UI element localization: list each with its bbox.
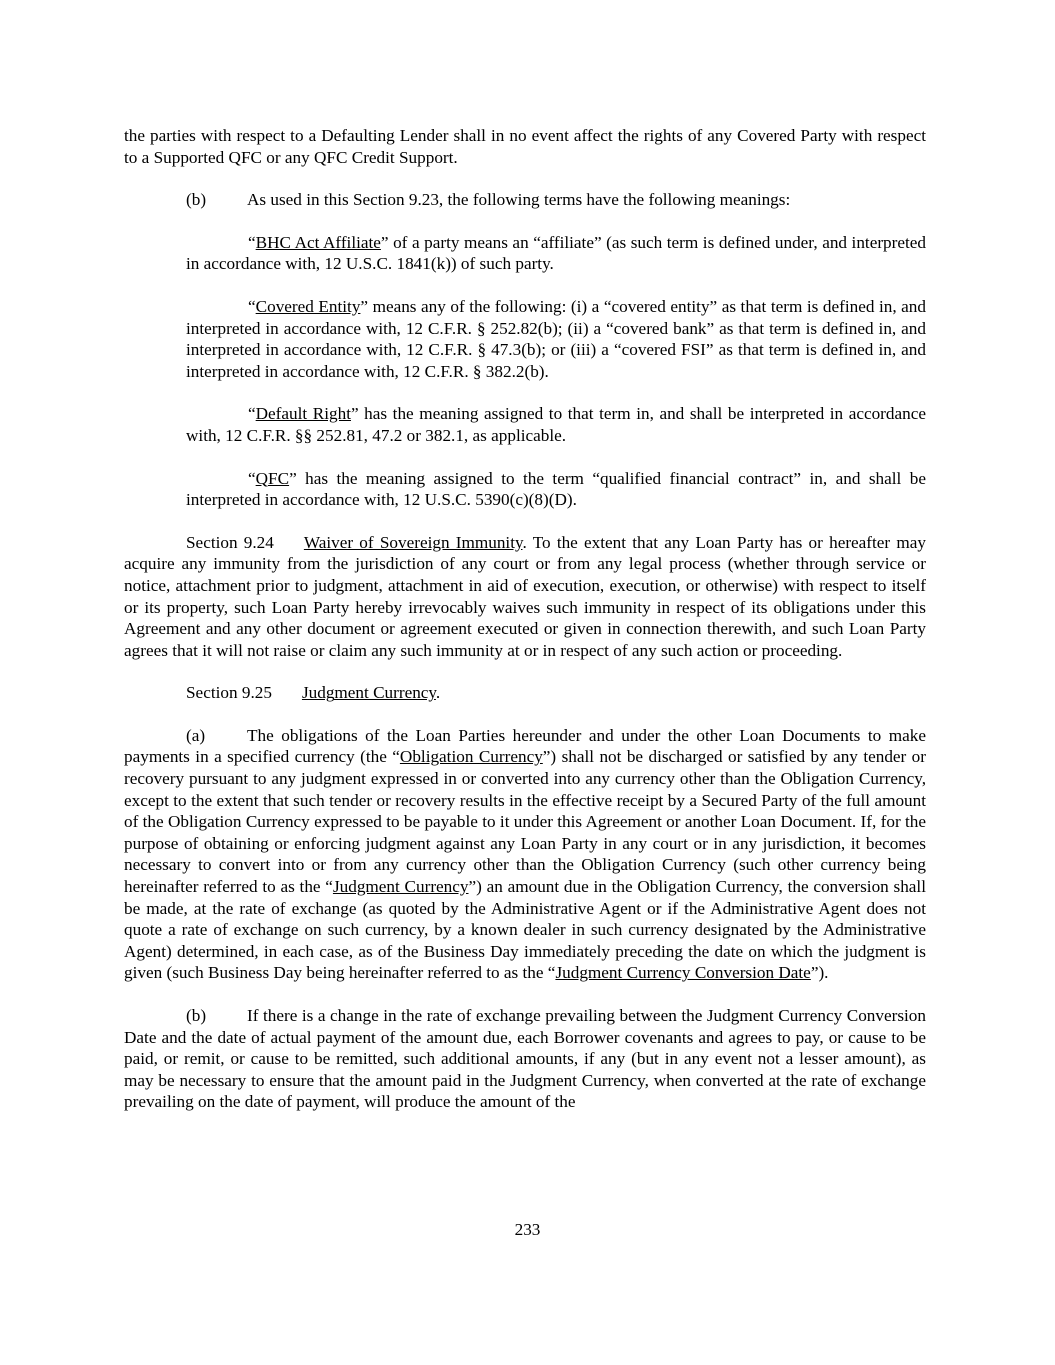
defined-term: Judgment Currency — [332, 877, 469, 897]
paragraph-label: (b) — [186, 190, 207, 210]
document-page — [124, 125, 926, 1113]
defined-term: Obligation Currency — [399, 747, 543, 767]
section-number: Section 9.25 — [186, 683, 272, 703]
paragraph-9-25-a — [124, 725, 926, 984]
paragraph-text: ”) an amount due in the Obligation Currency, the conversion shall be made, at the rate of exchange (as quoted by the Administrative Agent or if the Administrative Agent does not quote a rate of exchange on such currency, by a known dealer in such currency designated by the Administrative Agent) determined, in each case, as of the Business Day immediately preceding the date on which the judgment is given (such Business Day being hereinafter referred to as the “ — [124, 877, 926, 983]
page-number: 233 — [514, 1220, 541, 1239]
heading-spacer — [274, 532, 304, 554]
defined-term: Judgment Currency Conversion Date — [555, 963, 811, 983]
paragraph-label: (a) — [186, 725, 206, 745]
open-quote: “ — [248, 468, 256, 488]
section-9-24 — [124, 532, 926, 662]
paragraph-text: As used in this Section 9.23, the following terms have the following meanings: — [247, 190, 791, 210]
open-quote: “ — [248, 296, 256, 316]
defined-term: Default Right — [255, 404, 351, 424]
section-title: Judgment Currency — [301, 683, 436, 703]
definition-covered-entity — [186, 296, 926, 382]
paragraph-text: If there is a change in the rate of exchange prevailing between the Judgment Currency Conversion Date and the date of actual payment of the amount due, each Borrower covenants and agrees to pay, or cause to be paid, or remit, or cause to be remitted, such additional amounts, if any (but in any event not a lesser amount), as may be necessary to ensure that the amount paid in the Judgment Currency, when converted at the rate of exchange prevailing on the date of payment, will produce the amount of the — [124, 1006, 926, 1112]
definition-text: ” of a party means an “affiliate” (as such term is defined under, and interpreted in accordance with, 12 U.S.C. 1841(k)) of such party. — [186, 232, 926, 274]
definition-text: ” means any of the following: (i) a “covered entity” as that term is defined in, and interpreted in accordance with, 12 C.F.R. § 252.82(b); (ii) a “covered bank” as that term is defined in, and interpreted in accordance with, 12 C.F.R. § 47.3(b); or (iii) a “covered FSI” as that term is defined in, and interpreted in accordance with, 12 C.F.R. § 382.2(b). — [186, 296, 926, 381]
definition-text: ” has the meaning assigned to that term in, and shall be interpreted in accordance with, 12 C.F.R. §§ 252.81, 47.2 or 382.1, as applicable. — [186, 404, 926, 445]
definition-bhc-act-affiliate — [186, 232, 926, 275]
definition-text: ” has the meaning assigned to the term “qualified financial contract” in, and shall be interpreted in accordance with, 12 U.S.C. 5390(c)(8)(D). — [186, 468, 926, 510]
paragraph-text: ”). — [810, 963, 829, 983]
section-text: . To the extent that any Loan Party has or hereafter may acquire any immunity from the jurisdiction of any court or from any legal process (whether through service or notice, attachment prior to judgment, attachment in aid of execution, execution, or otherwise) with respect to itself or its property, such Loan Party hereby irrevocably waives such immunity in respect of its obligations under this Agreement and any other document or agreement executed or given in connection therewith, and such Loan Party agrees that it will not raise or claim any such immunity at or in respect of any such action or proceeding. — [124, 532, 926, 660]
defined-term: BHC Act Affiliate — [255, 232, 381, 252]
open-quote: “ — [248, 404, 256, 424]
open-quote: “ — [248, 232, 256, 252]
definition-default-right — [186, 403, 926, 446]
defined-term: QFC — [255, 468, 290, 488]
definition-qfc — [186, 468, 926, 511]
paragraph-9-25-b — [124, 1005, 926, 1113]
heading-spacer — [272, 682, 302, 704]
section-title-end: . — [435, 683, 441, 703]
section-title: Waiver of Sovereign Immunity — [303, 532, 523, 552]
section-9-25-heading — [124, 682, 926, 704]
section-number: Section 9.24 — [186, 532, 274, 552]
continuation-paragraph: the parties with respect to a Defaulting Lender shall in no event affect the rights of any Covered Party with respect to a Supported QFC or any QFC Credit Support. — [124, 126, 926, 167]
paragraph-text: The obligations of the Loan Parties hereunder and under the other Loan Documents to make payments in a specified currency (the “ — [124, 725, 926, 767]
defined-term: Covered Entity — [255, 296, 361, 316]
paragraph-text: ”) shall not be discharged or satisfied by any tender or recovery pursuant to any judgment expressed in or converted into any currency other than the Obligation Currency, except to the extent that such tender or recovery results in the effective receipt by a Secured Party of the full amount of the Obligation Currency expressed to be payable to it under this Agreement or another Loan Document. If, for the purpose of obtaining or enforcing judgment against any Loan Party in any court or in any jurisdiction, it becomes necessary to convert into or from any currency other than the Obligation Currency (such other currency being hereinafter referred to as the “ — [124, 747, 927, 897]
paragraph-9-23-b — [124, 189, 926, 211]
paragraph-label: (b) — [186, 1006, 207, 1025]
